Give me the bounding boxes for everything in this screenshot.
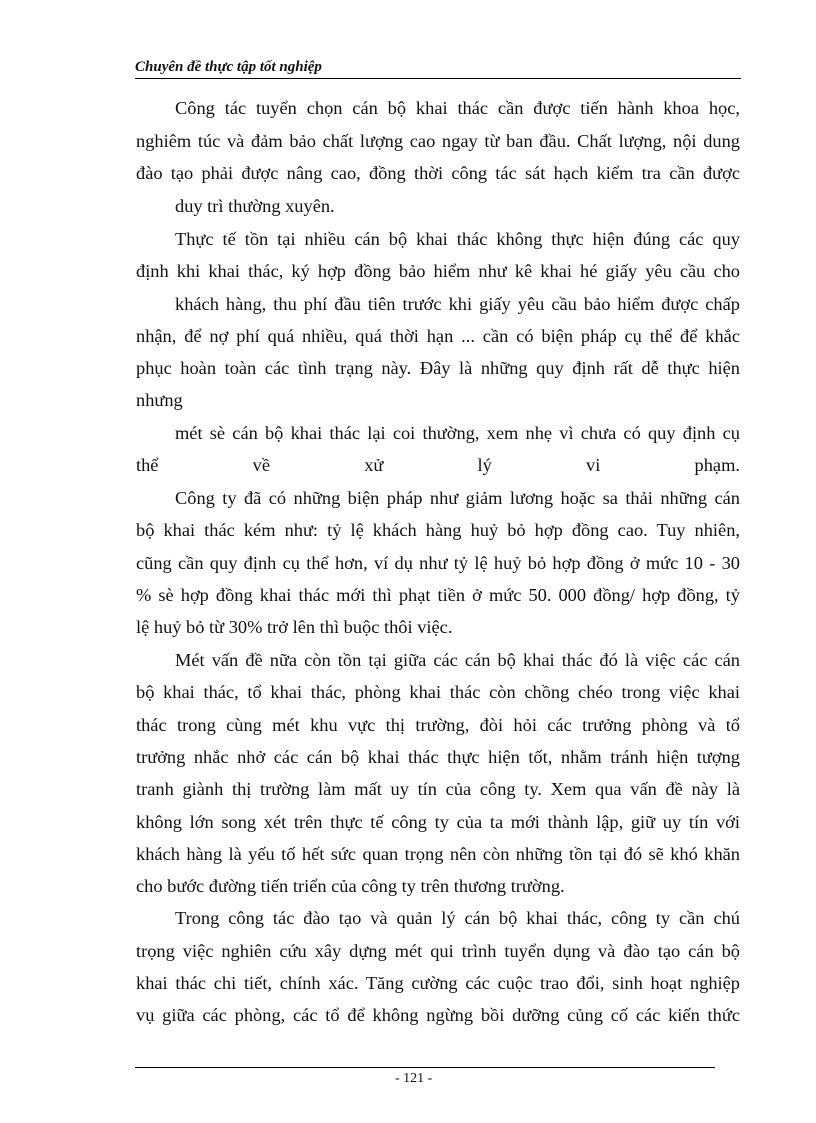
text-line: duy trì thường xuyên. (175, 196, 335, 216)
text-line: nhận, để nợ phí quá nhiều, quá thời hạn ... cần có biện pháp cụ thể để khắc (136, 326, 740, 346)
text-line: phục hoàn toàn các tình trạng này. Đây là những quy định rất dễ thực hiện (136, 358, 740, 378)
text-line: vụ giữa các phòng, các tổ để không ngừng bồi dưỡng củng cố các kiến thức (136, 1005, 740, 1025)
page-number: - 121 - (395, 1071, 433, 1086)
text-line: khai thác chi tiết, chính xác. Tăng cường các cuộc trao đổi, sinh hoạt nghiệp (136, 973, 740, 993)
text-line: Trong công tác đào tạo và quản lý cán bộ khai thác, công ty cần chú (175, 908, 740, 928)
text-line: % sè hợp đồng khai thác mới thì phạt tiền ở mức 50. 000 đồng/ hợp đồng, tỷ (136, 585, 740, 605)
text-line: nhưng (136, 390, 183, 410)
text-line: cũng cần quy định cụ thể hơn, ví dụ như tỷ lệ huỷ bỏ hợp đồng ở mức 10 - 30 (136, 553, 740, 573)
page-header (135, 58, 741, 79)
text-line: Thực tế tồn tại nhiều cán bộ khai thác không thực hiện đúng các quy (175, 229, 740, 249)
text-line: đào tạo phải được nâng cao, đồng thời công tác sát hạch kiểm tra cần được (136, 163, 740, 183)
text-line: mét sè cán bộ khai thác lại coi thường, xem nhẹ vì chưa có quy định cụ (175, 423, 740, 443)
text-line: trưởng nhắc nhở các cán bộ khai thác thực hiện tốt, nhằm tránh hiện tượng (136, 747, 740, 767)
footer-divider (135, 1067, 715, 1068)
text-line: thác trong cùng mét khu vực thị trường, đòi hỏi các trưởng phòng và tổ (136, 715, 740, 735)
text-line: Công ty đã có những biện pháp như giảm lương hoặc sa thải những cán (175, 488, 740, 508)
text-line: khách hàng, thu phí đầu tiên trước khi giấy yêu cầu bảo hiểm được chấp (175, 294, 740, 314)
text-line: khách hàng là yếu tố hết sức quan trọng nên còn những tồn tại đó sẽ khó khăn (136, 844, 740, 864)
text-line: không lớn song xét trên thực tế công ty của ta mới thành lập, giữ uy tín với (136, 812, 740, 832)
header-title: Chuyên đề thực tập tốt nghiệp (135, 59, 322, 75)
text-line: Công tác tuyển chọn cán bộ khai thác cần được tiến hành khoa học, (175, 98, 740, 118)
text-line: tranh giành thị trường làm mất uy tín của công ty. Xem qua vấn đề này là (136, 779, 740, 799)
text-line: Mét vấn đề nữa còn tồn tại giữa các cán bộ khai thác đó là việc các cán (175, 650, 740, 670)
text-line: bộ khai thác kém như: tỷ lệ khách hàng huỷ bỏ hợp đồng cao. Tuy nhiên, (136, 520, 740, 540)
text-line: bộ khai thác, tổ khai thác, phòng khai thác còn chồng chéo trong việc khai (136, 682, 740, 702)
text-line: thể về xử lý vi phạm. (136, 455, 740, 475)
text-line: định khi khai thác, ký hợp đồng bảo hiểm như kê khai hé giấy yêu cầu cho (136, 261, 740, 281)
text-line: cho bước đường tiến triển của công ty trên thương trường. (136, 876, 565, 896)
text-line: lệ huỷ bỏ từ 30% trở lên thì buộc thôi việc. (136, 617, 453, 637)
text-line: nghiêm túc và đảm bảo chất lượng cao ngay từ ban đầu. Chất lượng, nội dung (136, 131, 740, 151)
text-line: trọng việc nghiên cứu xây dựng mét qui trình tuyển dụng và đào tạo cán bộ (136, 941, 740, 961)
